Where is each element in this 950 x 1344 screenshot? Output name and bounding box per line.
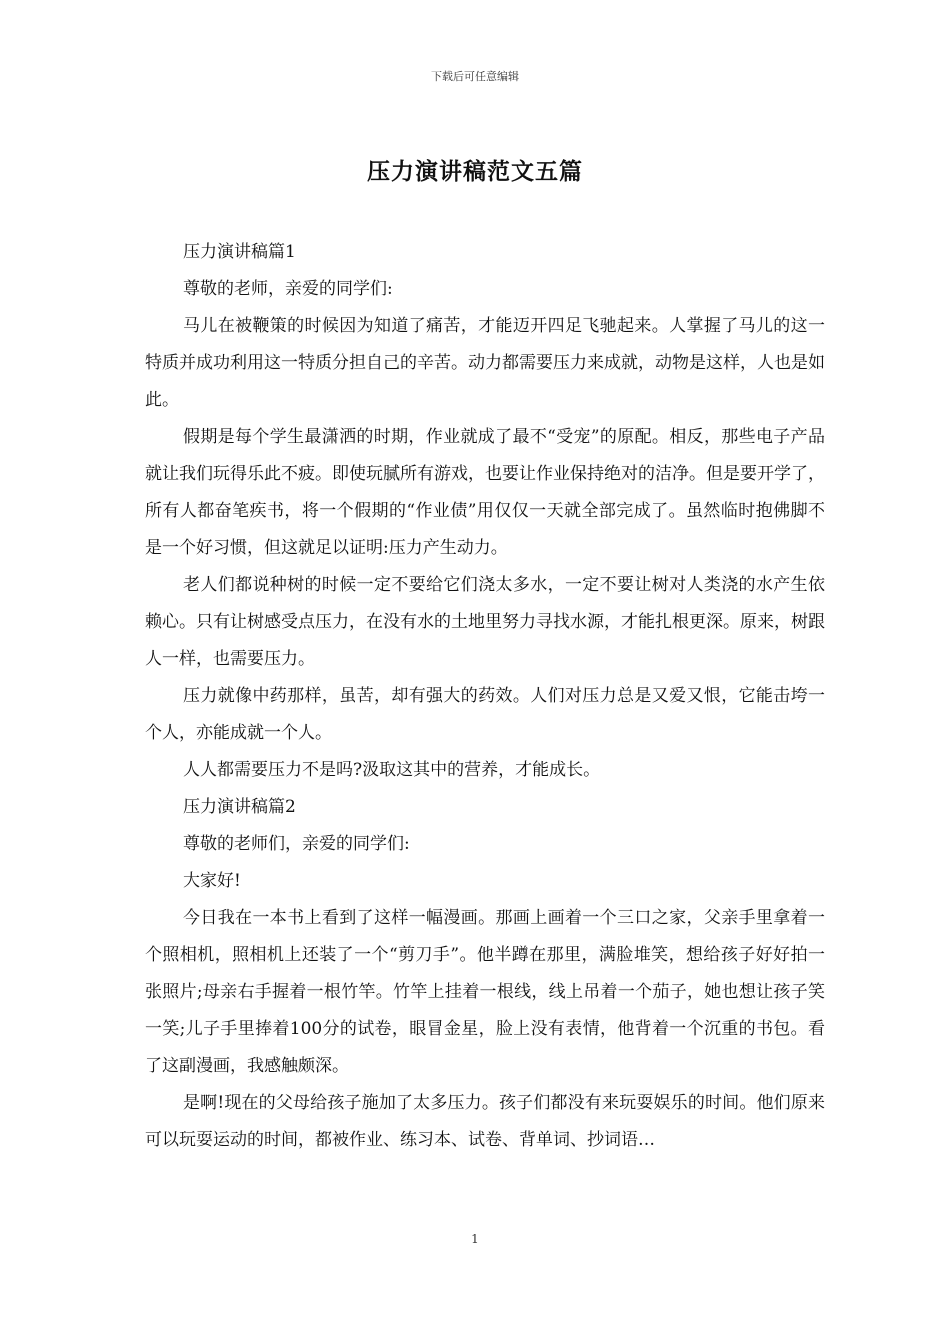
header-note: 下载后可任意编辑 xyxy=(431,70,519,83)
paragraph: 马儿在被鞭策的时候因为知道了痛苦，才能迈开四足飞驰起来。人掌握了马儿的这一特质并成功利用这一特质分担自己的辛苦。动力都需要压力来成就，动物是这样，人也是如此。 xyxy=(145,316,825,410)
page-title: 压力演讲稿范文五篇 xyxy=(367,158,583,185)
paragraph: 今日我在一本书上看到了这样一幅漫画。那画上画着一个三口之家，父亲手里拿着一个照相机，照相机上还装了一个“剪刀手”。他半蹲在那里，满脸堆笑，想给孩子好好拍一张照片;母亲右手握着一根竹竿。竹竿上挂着一根线，线上吊着一个茄子，她也想让孩子笑一笑;儿子手里捧着100分的试卷，眼冒金星，脸上没有表情，他背着一个沉重的书包。看了这副漫画，我感触颇深。 xyxy=(145,908,825,1076)
salutation-1: 尊敬的老师，亲爱的同学们: xyxy=(183,279,393,299)
section-heading-1: 压力演讲稿篇1 xyxy=(183,242,296,262)
paragraph: 压力就像中药那样，虽苦，却有强大的药效。人们对压力总是又爱又恨，它能击垮一个人，亦能成就一个人。 xyxy=(145,686,825,743)
greeting: 大家好! xyxy=(183,871,241,891)
paragraph: 是啊!现在的父母给孩子施加了太多压力。孩子们都没有来玩耍娱乐的时间。他们原来可以玩耍运动的时间，都被作业、练习本、试卷、背单词、抄词语… xyxy=(145,1093,825,1150)
section-heading-2: 压力演讲稿篇2 xyxy=(183,797,296,817)
paragraph: 老人们都说种树的时候一定不要给它们浇太多水，一定不要让树对人类浇的水产生依赖心。只有让树感受点压力，在没有水的土地里努力寻找水源，才能扎根更深。原来，树跟人一样，也需要压力。 xyxy=(145,575,825,669)
page-number: 1 xyxy=(471,1232,479,1246)
document-body xyxy=(145,234,825,1159)
salutation-2: 尊敬的老师们，亲爱的同学们: xyxy=(183,834,410,854)
paragraph: 假期是每个学生最潇洒的时期，作业就成了最不“受宠”的原配。相反，那些电子产品就让我们玩得乐此不疲。即使玩腻所有游戏，也要让作业保持绝对的洁净。但是要开学了，所有人都奋笔疾书，将一个假期的“作业债”用仅仅一天就全部完成了。虽然临时抱佛脚不是一个好习惯，但这就足以证明:压力产生动力。 xyxy=(145,427,825,558)
paragraph: 人人都需要压力不是吗?汲取这其中的营养，才能成长。 xyxy=(183,760,601,780)
